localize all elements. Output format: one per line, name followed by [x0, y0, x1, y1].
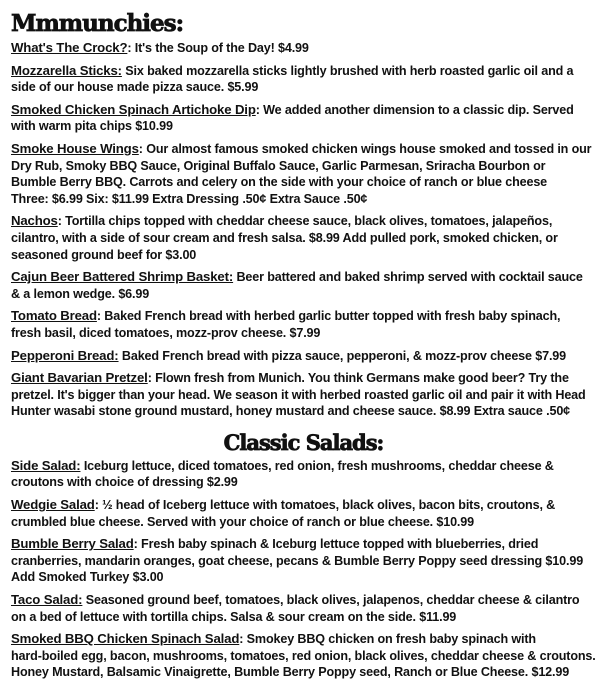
menu-page	[0, 10, 607, 681]
separator: :	[96, 309, 105, 324]
menu-item-name: Giant Bavarian Pretzel	[11, 370, 148, 386]
section-title-munchies: Mmmunchies:	[11, 10, 184, 37]
menu-item-description: Tortilla chips topped with cheddar cheese sauce, black olives, tomatoes, jalapeños, cilantro, with a side of sour cream and fresh salsa. $8.99 Add pulled pork, smoked chicken, or seasoned ground beef for $3.00	[11, 214, 558, 262]
menu-item-name: Cajun Beer Battered Shrimp Basket:	[11, 269, 234, 285]
menu-item	[11, 102, 607, 135]
menu-item-name: Taco Salad:	[11, 592, 83, 608]
menu-item-description: Flown fresh from Munich. You think Germans make good beer? Try the pretzel. It's bigger than your head. We season it with herbed roasted garlic oil and pair it with Head Hunter wasabi stone ground mustard, honey mustard and cheese sauce. $8.99 Extra sauce .50¢	[11, 371, 586, 419]
separator: :	[255, 102, 264, 117]
menu-item-name: Smoke House Wings	[11, 140, 139, 156]
separator: :	[239, 632, 247, 647]
menu-item	[11, 631, 607, 681]
menu-item-description: Smokey BBQ chicken on fresh baby spinach with hard-boiled egg, bacon, mushrooms, tomatoes, red onion, black olives, cheddar cheese & croutons. Honey Mustard, Balsamic Vinaigrette, Bumble Berry Poppy seed, Ranch or Blue Cheese. $12.99	[11, 632, 596, 680]
menu-item-description: Baked French bread with pizza sauce, pepperoni, & mozz-prov cheese $7.99	[121, 348, 567, 363]
menu-item-name: Mozzarella Sticks:	[11, 62, 122, 78]
menu-item-description: Seasoned ground beef, tomatoes, black olives, jalapenos, cheddar cheese & cilantro on a bed of lettuce with tortilla chips. Salsa & sour cream on the side. $11.99	[11, 593, 580, 624]
separator: :	[133, 537, 142, 552]
salads-list	[0, 458, 607, 681]
menu-item-description: ½ head of Iceberg lettuce with tomatoes, black olives, bacon bits, croutons, & crumbled blue cheese. Served with your choice of ranch or blue cheese. $10.99	[11, 498, 556, 529]
menu-item-description: Baked French bread with herbed garlic butter topped with fresh baby spinach, fresh basil, diced tomatoes, mozz-prov cheese. $7.99	[11, 309, 561, 340]
separator: :	[57, 214, 66, 229]
menu-item-description: Six baked mozzarella sticks lightly brushed with herb roasted garlic oil and a side of our house made pizza sauce. $5.99	[11, 63, 574, 95]
menu-item	[11, 308, 607, 341]
menu-item-description: Our almost famous smoked chicken wings house smoked and tossed in our Dry Rub, Smoky BBQ Sauce, Original Buffalo Sauce, Garlic Parmesan, Sriracha Bourbon or Bumble Berry BBQ. Carrots and celery on the side with your choice of ranch or blue cheese Three: $6.99 Six: $11.99 Extra Dressing .50¢ Extra Sauce .50¢	[11, 141, 592, 206]
menu-item	[11, 348, 607, 365]
menu-item-description: Fresh baby spinach & Iceburg lettuce topped with blueberries, dried cranberries, mandarin oranges, goat cheese, pecans & Bumble Berry Poppy seed dressing $10.99 Add Smoked Turkey $3.00	[11, 537, 584, 585]
menu-item	[11, 458, 607, 491]
menu-item-name: Wedgie Salad	[11, 497, 95, 513]
section-title-salads: Classic Salads:	[223, 429, 384, 455]
separator: :	[127, 41, 135, 55]
menu-item-description: Iceburg lettuce, diced tomatoes, red onion, fresh mushrooms, cheddar cheese & croutons with choice of dressing $2.99	[11, 458, 554, 490]
menu-item-description: Beer battered and baked shrimp served with cocktail sauce & a lemon wedge. $6.99	[11, 270, 583, 301]
menu-item-name: Side Salad:	[11, 457, 81, 473]
menu-item	[11, 141, 607, 207]
menu-item	[11, 536, 607, 586]
menu-item	[11, 63, 607, 96]
munchies-list	[0, 40, 607, 420]
menu-item-description: It's the Soup of the Day! $4.99	[134, 41, 309, 55]
menu-item	[11, 370, 607, 420]
separator: :	[138, 141, 147, 156]
menu-item-description: We added another dimension to a classic dip. Served with warm pita chips $10.99	[11, 102, 574, 134]
menu-item-name: Nachos	[11, 213, 58, 229]
menu-item	[11, 592, 607, 625]
menu-item	[11, 497, 607, 530]
separator: :	[147, 371, 156, 386]
separator: :	[94, 498, 103, 513]
menu-item	[11, 269, 607, 302]
menu-item-name: Tomato Bread	[11, 308, 97, 324]
menu-item	[11, 40, 607, 57]
menu-item-name: What's The Crock?	[11, 40, 128, 55]
menu-item-name: Smoked Chicken Spinach Artichoke Dip	[11, 101, 256, 117]
menu-item-name: Pepperoni Bread:	[11, 347, 119, 363]
menu-item-name: Bumble Berry Salad	[11, 536, 134, 552]
menu-item-name: Smoked BBQ Chicken Spinach Salad	[11, 631, 240, 647]
menu-item	[11, 213, 607, 263]
